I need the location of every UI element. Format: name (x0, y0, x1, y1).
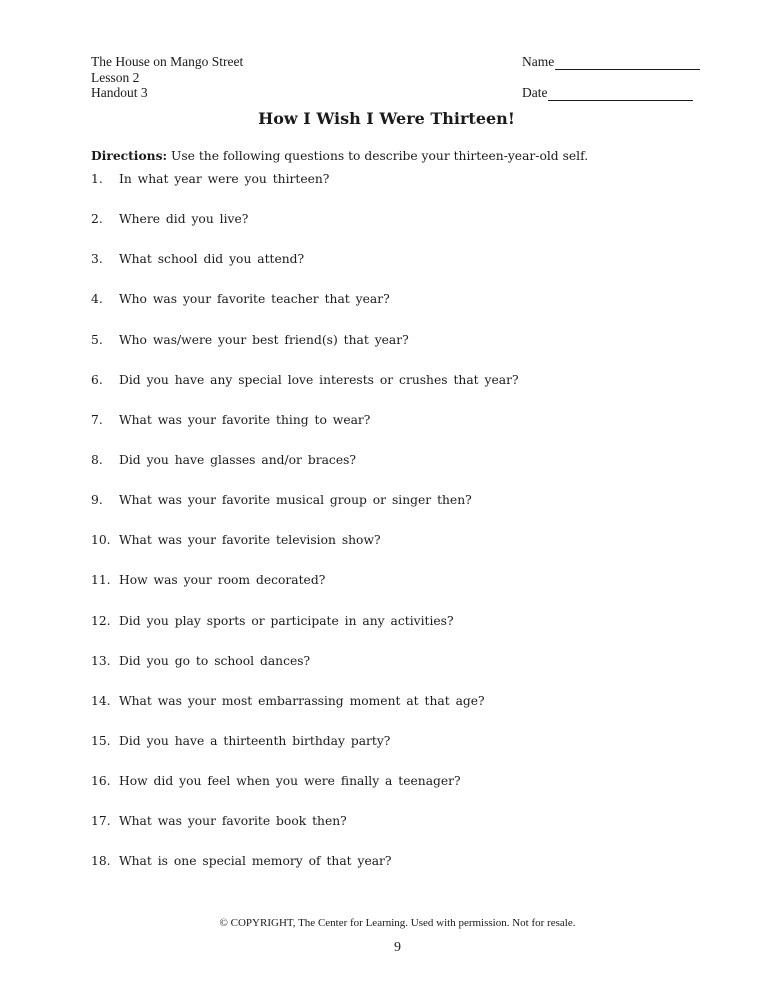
question-item (91, 614, 519, 654)
name-field (522, 54, 700, 70)
question-item (91, 854, 519, 894)
question-number: 9. (91, 493, 103, 508)
book-title: The House on Mango Street (91, 54, 244, 69)
question-number: 18. (91, 854, 111, 869)
question-text: Who was your favorite teacher that year? (119, 292, 390, 307)
question-text: Did you play sports or participate in any activities? (119, 613, 454, 628)
question-number: 6. (91, 372, 103, 387)
question-item (91, 573, 519, 613)
question-number: 4. (91, 292, 103, 307)
question-number: 8. (91, 452, 103, 467)
question-text: What was your favorite television show? (119, 533, 381, 548)
question-text: In what year were you thirteen? (119, 172, 330, 186)
question-number: 2. (91, 212, 103, 227)
question-item (91, 413, 519, 453)
question-number: 3. (91, 252, 103, 267)
question-item (91, 292, 519, 332)
question-text: Did you go to school dances? (119, 653, 311, 668)
date-blank-line[interactable] (548, 88, 693, 101)
question-number: 10. (91, 533, 111, 548)
question-text: Who was/were your best friend(s) that year? (119, 332, 409, 347)
question-text: Did you have a thirteenth birthday party? (119, 733, 391, 748)
directions-text: Use the following questions to describe your thirteen-year-old self. (167, 149, 589, 163)
question-number: 7. (91, 412, 103, 427)
question-text: Where did you live? (119, 212, 249, 227)
question-item (91, 533, 519, 573)
question-item (91, 172, 519, 212)
question-item (91, 212, 519, 252)
date-field (522, 85, 700, 101)
question-number: 15. (91, 733, 111, 748)
question-number: 13. (91, 653, 111, 668)
question-number: 16. (91, 774, 111, 789)
question-item (91, 252, 519, 292)
question-number: 14. (91, 693, 111, 708)
directions (91, 148, 588, 163)
question-text: What was your favorite musical group or singer then? (119, 493, 472, 508)
question-text: What was your favorite book then? (119, 814, 347, 829)
question-item (91, 453, 519, 493)
directions-lead: Directions: (91, 148, 168, 163)
question-number: 11. (91, 573, 111, 588)
question-item (91, 654, 519, 694)
question-list (91, 172, 519, 895)
question-number: 1. (91, 172, 103, 186)
student-fields (522, 54, 700, 101)
question-item (91, 333, 519, 373)
question-text: What was your most embarrassing moment at that age? (119, 693, 485, 708)
question-item (91, 814, 519, 854)
handout-info (91, 54, 243, 101)
field-spacer (522, 70, 700, 86)
handout-title: How I Wish I Were Thirteen! (258, 109, 515, 128)
question-text: What school did you attend? (119, 252, 305, 267)
question-item (91, 734, 519, 774)
question-number: 17. (91, 814, 111, 829)
question-item (91, 493, 519, 533)
question-text: What is one special memory of that year? (119, 854, 392, 869)
question-item (91, 373, 519, 413)
handout-label: Handout 3 (91, 85, 148, 100)
question-item (91, 694, 519, 734)
question-text: What was your favorite thing to wear? (119, 412, 371, 427)
question-text: Did you have any special love interests or crushes that year? (119, 372, 519, 387)
copyright-notice: © COPYRIGHT, The Center for Learning. Used with permission. Not for resale. (219, 917, 576, 929)
date-label: Date (522, 85, 548, 100)
page-number: 9 (394, 940, 401, 955)
question-text: How did you feel when you were finally a teenager? (119, 774, 461, 789)
question-text: How was your room decorated? (119, 573, 326, 588)
name-blank-line[interactable] (555, 57, 700, 70)
lesson-label: Lesson 2 (91, 69, 140, 85)
question-number: 5. (91, 332, 103, 347)
question-number: 12. (91, 613, 111, 628)
question-text: Did you have glasses and/or braces? (119, 452, 356, 467)
name-label: Name (522, 54, 555, 69)
question-item (91, 774, 519, 814)
